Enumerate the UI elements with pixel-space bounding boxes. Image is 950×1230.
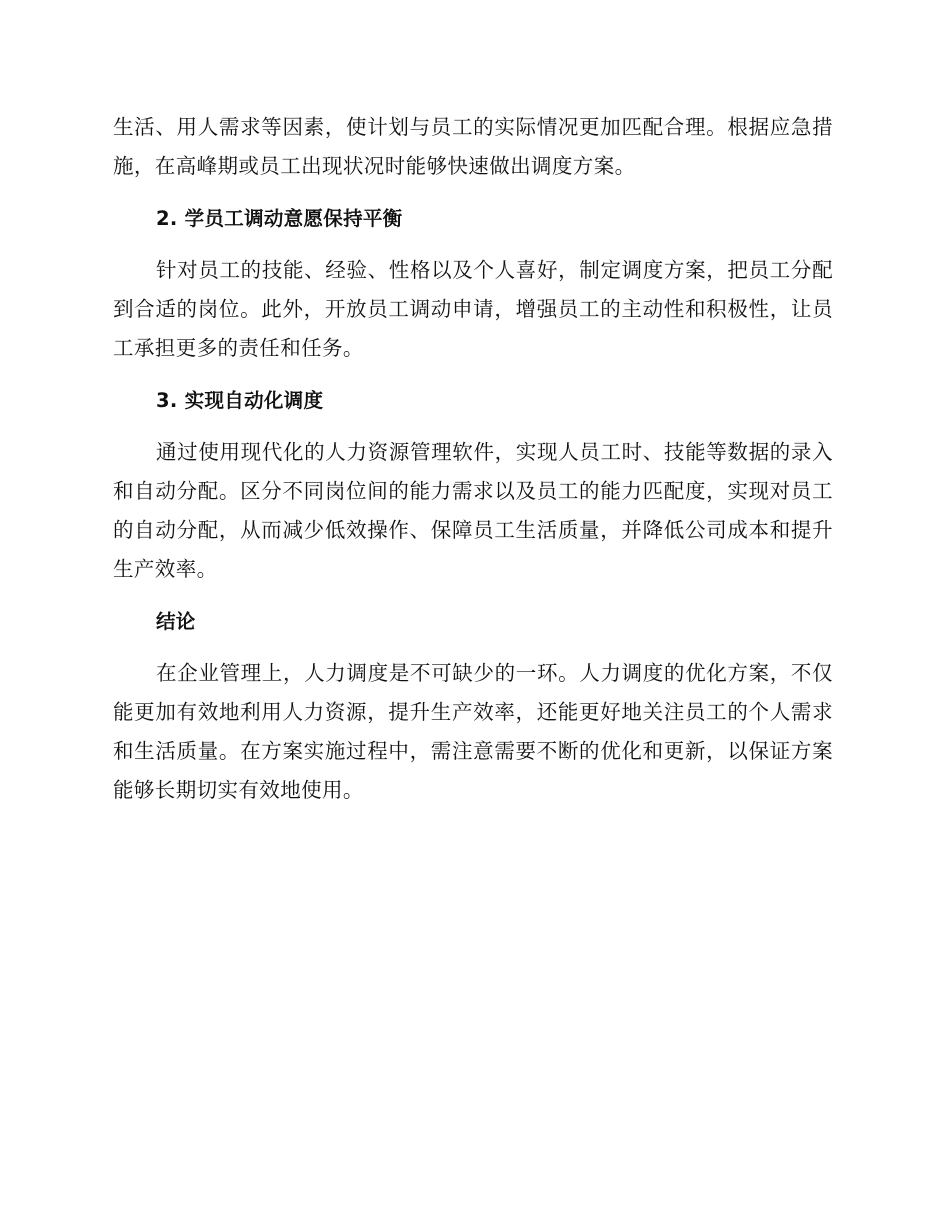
- conclusion-body: 在企业管理上，人力调度是不可缺少的一环。人力调度的优化方案，不仅能更加有效地利用人力资源，提升生产效率，还能更好地关注员工的个人需求和生活质量。在方案实施过程中，需注意需要不断的优化和更新，以保证方案能够长期切实有效地使用。: [113, 661, 833, 802]
- intro-paragraph: 生活、用人需求等因素，使计划与员工的实际情况更加匹配合理。根据应急措施，在高峰期或员工出现状况时能够快速做出调度方案。: [113, 115, 833, 178]
- section-body-3: 通过使用现代化的人力资源管理软件，实现人员工时、技能等数据的录入和自动分配。区分不同岗位间的能力需求以及员工的能力匹配度，实现对员工的自动分配，从而减少低效操作、保障员工生活质量，并降低公司成本和提升生产效率。: [113, 440, 833, 581]
- section-body-2: 针对员工的技能、经验、性格以及个人喜好，制定调度方案，把员工分配到合适的岗位。此外，开放员工调动申请，增强员工的主动性和积极性，让员工承担更多的责任和任务。: [113, 258, 833, 360]
- section-heading-2: 2. 学员工调动意愿保持平衡: [156, 207, 403, 230]
- section-heading-3: 3. 实现自动化调度: [156, 389, 324, 412]
- document-body: [113, 108, 833, 823]
- conclusion-heading: 结论: [156, 610, 196, 633]
